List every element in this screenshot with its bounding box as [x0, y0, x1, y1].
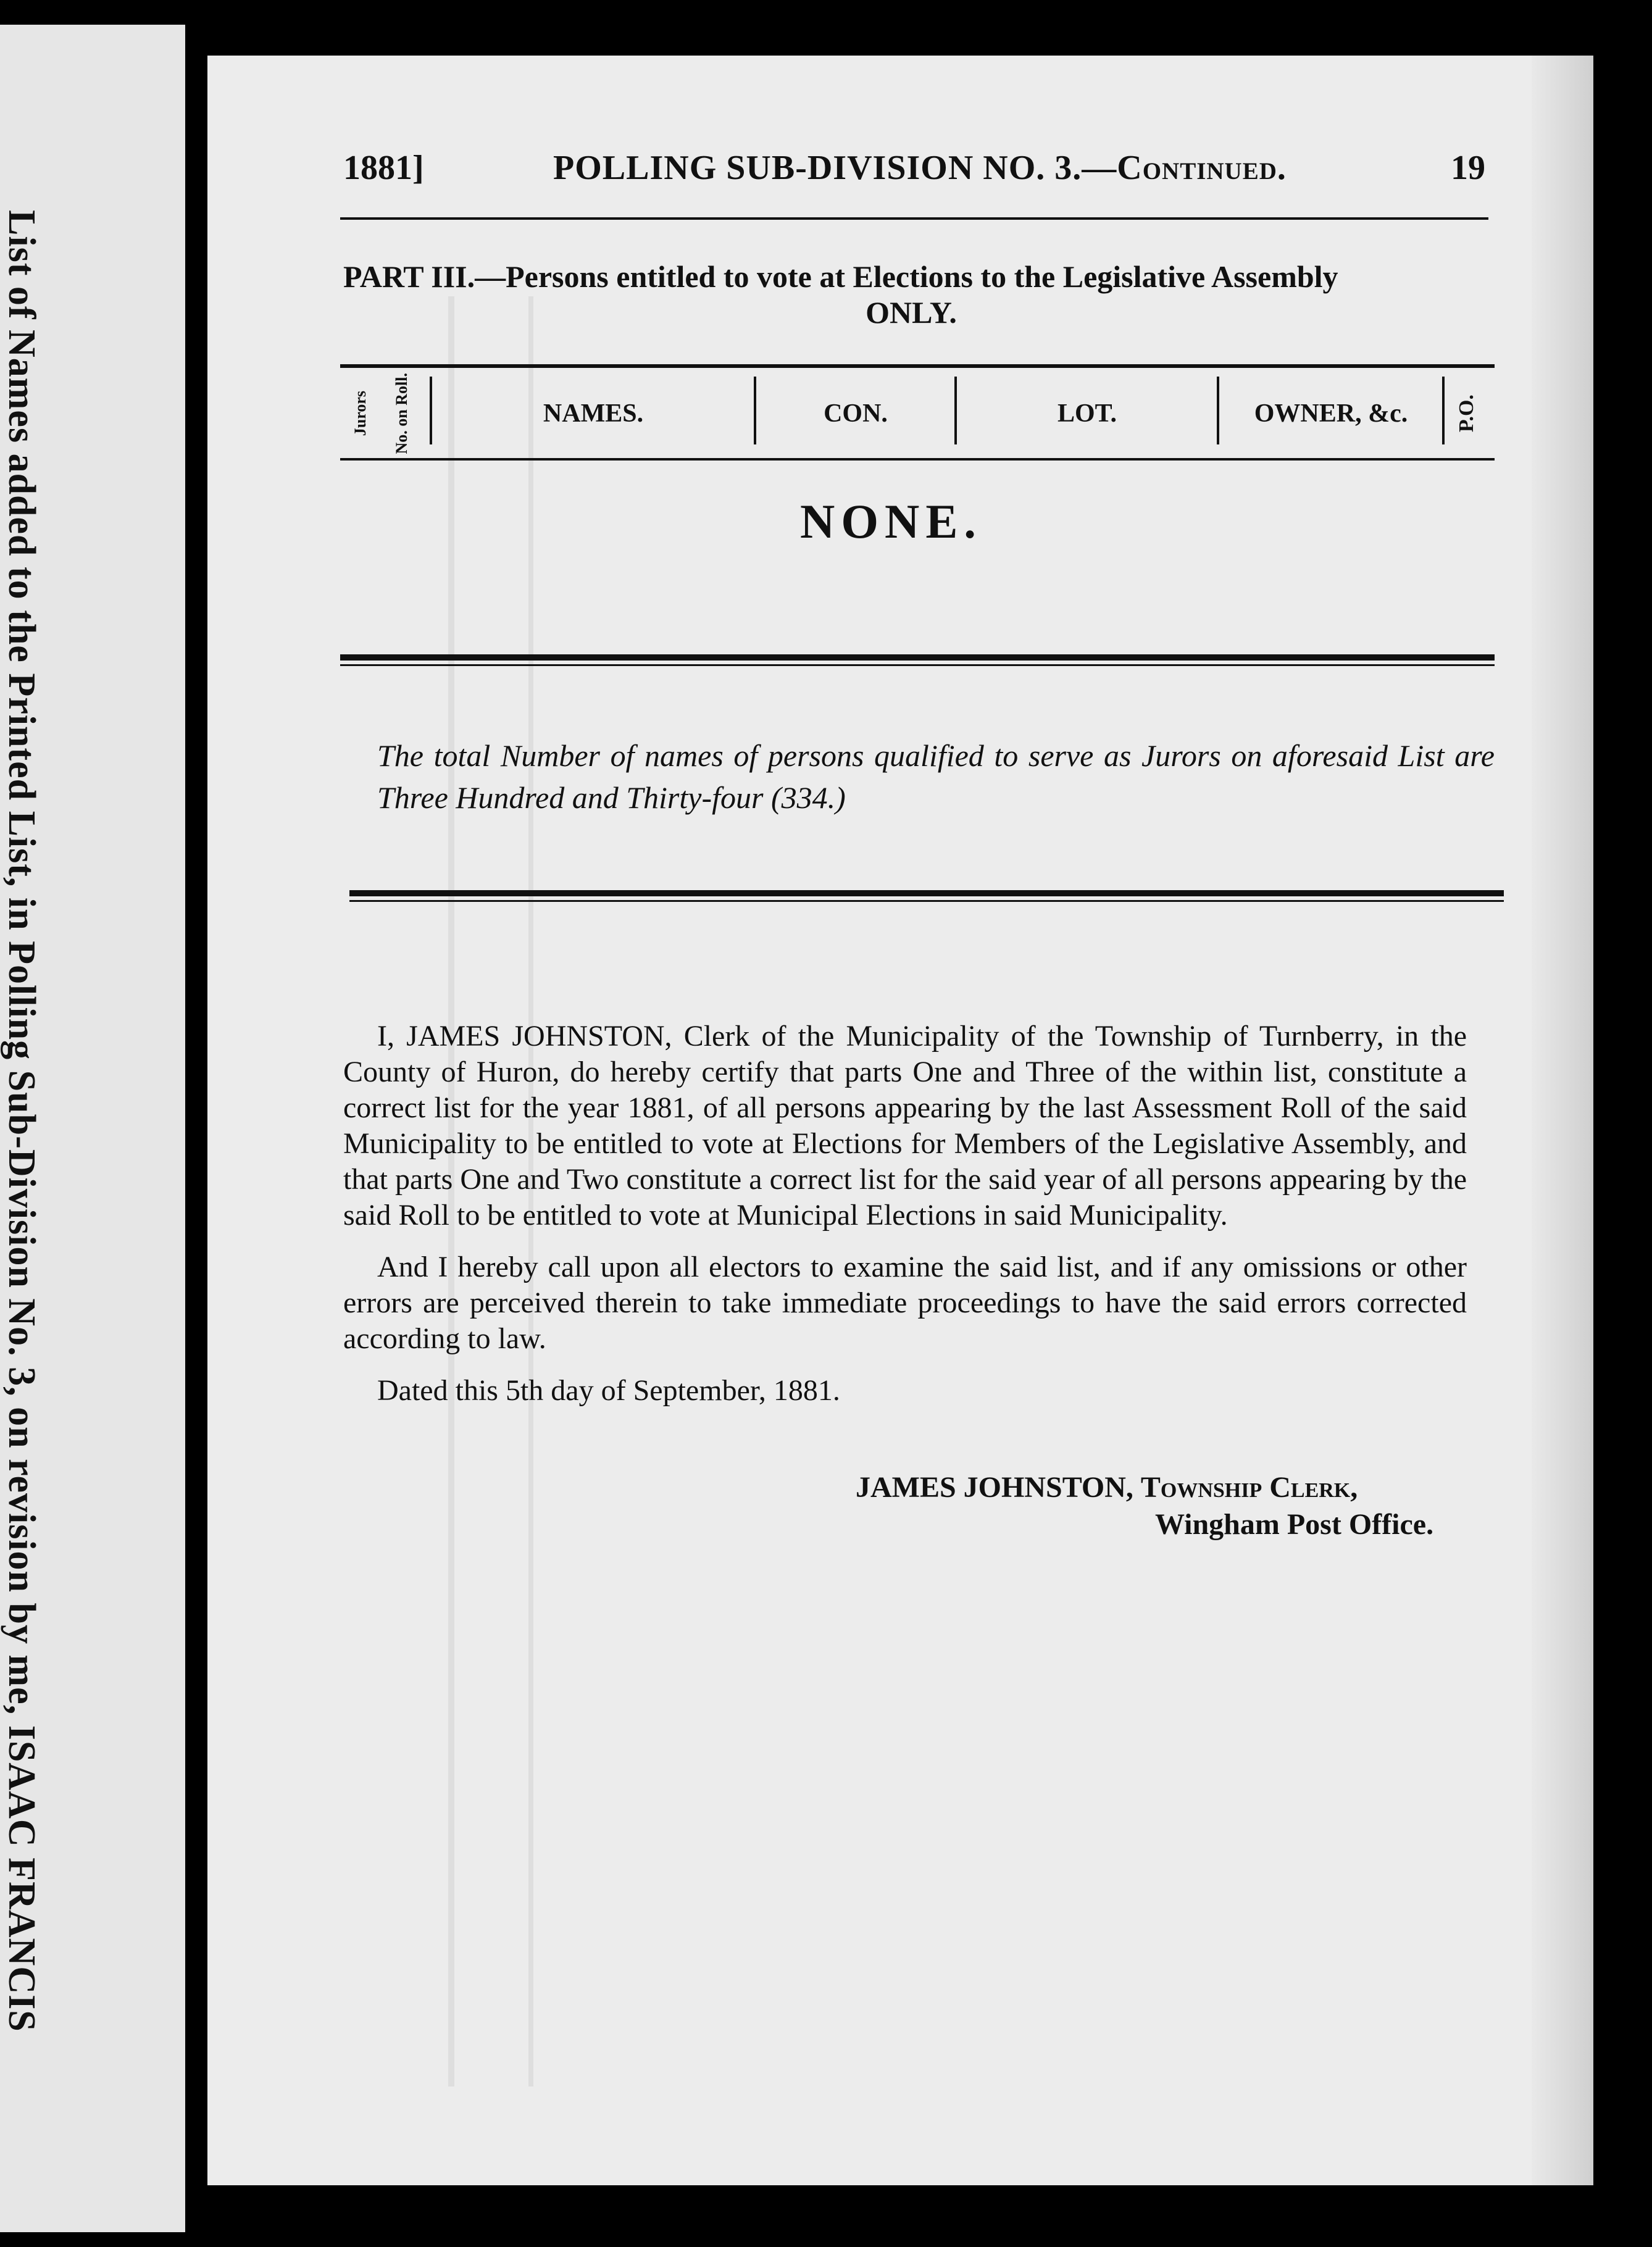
signature-role: Township Clerk,	[1140, 1471, 1358, 1504]
col-jurors: Jurors	[351, 391, 369, 436]
page-edge-shadow	[1532, 56, 1593, 2185]
page-header	[343, 148, 1485, 198]
lower-divider-thin	[349, 900, 1504, 902]
jurors-total-note: The total Number of names of persons qualified to serve as Jurors on aforesaid List are Three Hundred and Thirty-four (334.)	[377, 738, 1495, 815]
column-separator	[754, 377, 756, 444]
page-gutter	[185, 0, 207, 2232]
col-lot: LOT.	[1057, 399, 1117, 428]
header-continued: Continued.	[1117, 149, 1287, 187]
column-separator	[1442, 377, 1445, 444]
certificate-paragraph-2: And I hereby call upon all electors to examine the said list, and if any omissions or other errors are perceived therein to take immediate proceedings to have the said errors corrected according to law.	[343, 1251, 1467, 1355]
document-page	[207, 56, 1593, 2185]
col-names: NAMES.	[543, 399, 644, 428]
signature-block	[856, 1469, 1510, 1543]
table-header-bottom-rule	[340, 458, 1495, 461]
header-rule	[340, 217, 1488, 220]
clerk-certificate	[343, 1019, 1467, 1409]
section-divider-thin	[340, 664, 1495, 666]
col-owner: OWNER, &c.	[1254, 399, 1408, 428]
page-number: 19	[1451, 149, 1485, 187]
lower-divider-thick	[349, 890, 1504, 896]
section-divider-thick	[340, 654, 1495, 661]
column-separator	[1217, 377, 1219, 444]
facing-page-margin-text: List of Names added to the Printed List, in Polling Sub-Division No. 3, on revision by me, ISAAC FRANCIS	[1, 210, 43, 2032]
certificate-paragraph-1: I, JAMES JOHNSTON, Clerk of the Municipality of the Township of Turnberry, in the County of Huron, do hereby certify that parts One and Three of the within list, constitute a correct list for the year 1881, of all persons appearing by the last Assessment Roll of the said Municipality to be entitled to vote at Elections for Members of the Legislative Assembly, and that parts One and Two constitute a correct list for the said year of all persons appearing by the said Roll to be entitled to vote at Municipal Elections in said Municipality.	[343, 1020, 1467, 1232]
column-header-row	[343, 367, 1491, 460]
col-roll: No. on Roll.	[393, 373, 411, 454]
facing-page-edge	[0, 25, 185, 2232]
part-three-heading	[343, 259, 1479, 330]
column-separator	[954, 377, 957, 444]
col-con: CON.	[824, 399, 888, 428]
part-heading-line2: ONLY.	[866, 295, 957, 330]
signature-name: JAMES JOHNSTON,	[856, 1471, 1133, 1504]
col-po: P.O.	[1455, 394, 1478, 433]
signature-line-1	[856, 1469, 1510, 1506]
signature-office: Wingham Post Office.	[1155, 1508, 1434, 1541]
certificate-dated-line: Dated this 5th day of September, 1881.	[377, 1374, 840, 1407]
column-separator	[430, 377, 432, 444]
part-heading-line1: PART III.—Persons entitled to vote at Elections to the Legislative Assembly	[343, 259, 1338, 294]
header-title: POLLING SUB-DIVISION NO. 3.—Continued.	[553, 149, 1287, 187]
none-entry: NONE.	[800, 494, 982, 548]
header-year: 1881]	[343, 149, 424, 187]
